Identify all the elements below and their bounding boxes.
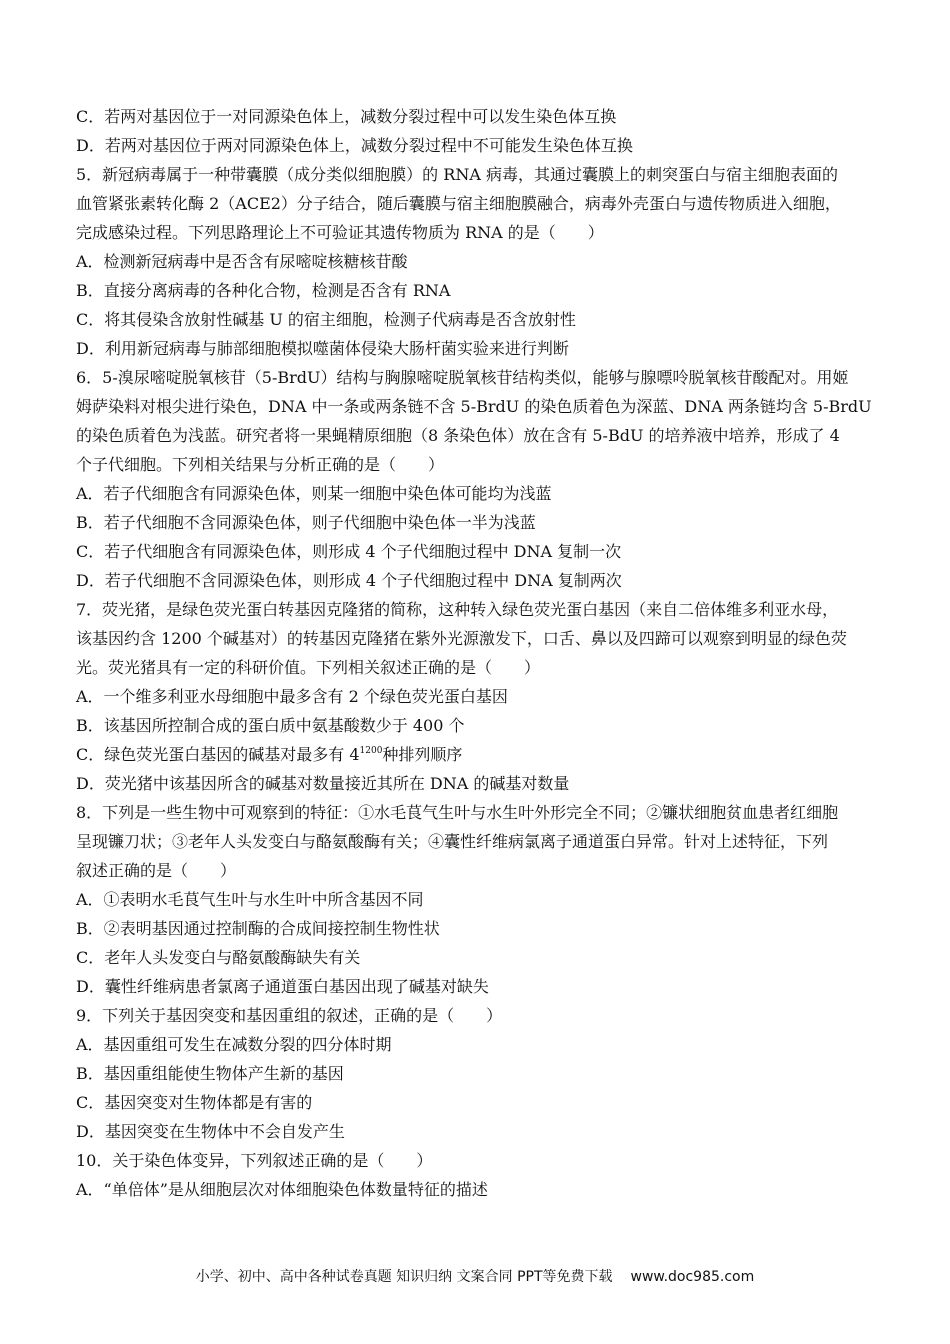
document-body xyxy=(76,102,876,1204)
text-line: 6．5-溴尿嘧啶脱氧核苷（5-BrdU）结构与胸腺嘧啶脱氧核苷结构类似，能够与腺嘌呤脱氧核苷酸配对。用姬 xyxy=(76,368,849,387)
text-line: C．将其侵染含放射性碱基 U 的宿主细胞，检测子代病毒是否含放射性 xyxy=(76,310,576,329)
text-line: 9．下列关于基因突变和基因重组的叙述，正确的是（ ） xyxy=(76,1006,503,1025)
text-line: A．一个维多利亚水母细胞中最多含有 2 个绿色荧光蛋白基因 xyxy=(76,687,508,706)
text-line: D．基因突变在生物体中不会自发产生 xyxy=(76,1122,345,1141)
text-line: D．若子代细胞不含同源染色体，则形成 4 个子代细胞过程中 DNA 复制两次 xyxy=(76,571,622,590)
text-line: 完成感染过程。下列思路理论上不可验证其遗传物质为 RNA 的是（ ） xyxy=(76,223,604,242)
text-line: D．利用新冠病毒与肺部细胞模拟噬菌体侵染大肠杆菌实验来进行判断 xyxy=(76,339,569,358)
text-line: 的染色质着色为浅蓝。研究者将一果蝇精原细胞（8 条染色体）放在含有 5-BdU 的培养液中培养，形成了 4 xyxy=(76,426,840,445)
text-line: A．基因重组可发生在减数分裂的四分体时期 xyxy=(76,1035,392,1054)
text-line: C．老年人头发变白与酪氨酸酶缺失有关 xyxy=(76,948,361,967)
text-line: 血管紧张素转化酶 2（ACE2）分子结合，随后囊膜与宿主细胞膜融合，病毒外壳蛋白与遗传物质进入细胞， xyxy=(76,194,841,213)
text-line: A．“单倍体”是从细胞层次对体细胞染色体数量特征的描述 xyxy=(76,1180,488,1199)
text-line: 个子代细胞。下列相关结果与分析正确的是（ ） xyxy=(76,455,445,474)
text-line: 光。荧光猪具有一定的科研价值。下列相关叙述正确的是（ ） xyxy=(76,658,541,677)
text-line: C．基因突变对生物体都是有害的 xyxy=(76,1093,313,1112)
text-line: A．检测新冠病毒中是否含有尿嘧啶核糖核苷酸 xyxy=(76,252,408,271)
footer-text: 小学、初中、高中各种试卷真题 知识归纳 文案合同 PPT等免费下载 xyxy=(195,1269,613,1285)
line-tail: 种排列顺序 xyxy=(382,745,463,764)
text-line: 叙述正确的是（ ） xyxy=(76,861,237,880)
text-line: D．荧光猪中该基因所含的碱基对数量接近其所在 DNA 的碱基对数量 xyxy=(76,774,570,793)
text-line: D．囊性纤维病患者氯离子通道蛋白基因出现了碱基对缺失 xyxy=(76,977,489,996)
line-head: C．绿色荧光蛋白基因的碱基对最多有 4 xyxy=(76,745,360,764)
exponent: 1200 xyxy=(359,746,383,756)
text-line: C．若两对基因位于一对同源染色体上，减数分裂过程中可以发生染色体互换 xyxy=(76,107,617,126)
text-line: C．若子代细胞含有同源染色体，则形成 4 个子代细胞过程中 DNA 复制一次 xyxy=(76,542,622,561)
text-line: 呈现镰刀状；③老年人头发变白与酪氨酸酶有关；④囊性纤维病氯离子通道蛋白异常。针对上述特征，下列 xyxy=(76,832,829,851)
text-line: B．基因重组能使生物体产生新的基因 xyxy=(76,1064,344,1083)
text-line: 7．荧光猪，是绿色荧光蛋白转基因克隆猪的简称，这种转入绿色荧光蛋白基因（来自二倍体维多利亚水母， xyxy=(76,600,839,619)
text-line: B．若子代细胞不含同源染色体，则子代细胞中染色体一半为浅蓝 xyxy=(76,513,536,532)
text-line: 姆萨染料对根尖进行染色，DNA 中一条或两条链不含 5-BrdU 的染色质着色为深蓝、DNA 两条链均含 5-BrdU xyxy=(76,397,872,416)
text-line: 该基因约含 1200 个碱基对）的转基因克隆猪在紫外光源激发下，口舌、鼻以及四蹄可以观察到明显的绿色荧 xyxy=(76,629,847,648)
text-line: B．直接分离病毒的各种化合物，检测是否含有 RNA xyxy=(76,281,451,300)
page-footer xyxy=(0,1266,950,1286)
text-line: 5．新冠病毒属于一种带囊膜（成分类似细胞膜）的 RNA 病毒，其通过囊膜上的刺突蛋白与宿主细胞表面的 xyxy=(76,165,838,184)
text-line: 10．关于染色体变异，下列叙述正确的是（ ） xyxy=(76,1151,433,1170)
text-line-with-superscript xyxy=(76,740,876,769)
text-line: 8．下列是一些生物中可观察到的特征：①水毛茛气生叶与水生叶外形完全不同；②镰状细胞贫血患者红细胞 xyxy=(76,803,839,822)
text-line: A．若子代细胞含有同源染色体，则某一细胞中染色体可能均为浅蓝 xyxy=(76,484,552,503)
text-line: B．该基因所控制合成的蛋白质中氨基酸数少于 400 个 xyxy=(76,716,465,735)
text-line: A．①表明水毛茛气生叶与水生叶中所含基因不同 xyxy=(76,890,424,909)
footer-link[interactable]: www.doc985.com xyxy=(630,1269,755,1285)
text-line: B．②表明基因通过控制酶的合成间接控制生物性状 xyxy=(76,919,440,938)
text-line: D．若两对基因位于两对同源染色体上，减数分裂过程中不可能发生染色体互换 xyxy=(76,136,633,155)
